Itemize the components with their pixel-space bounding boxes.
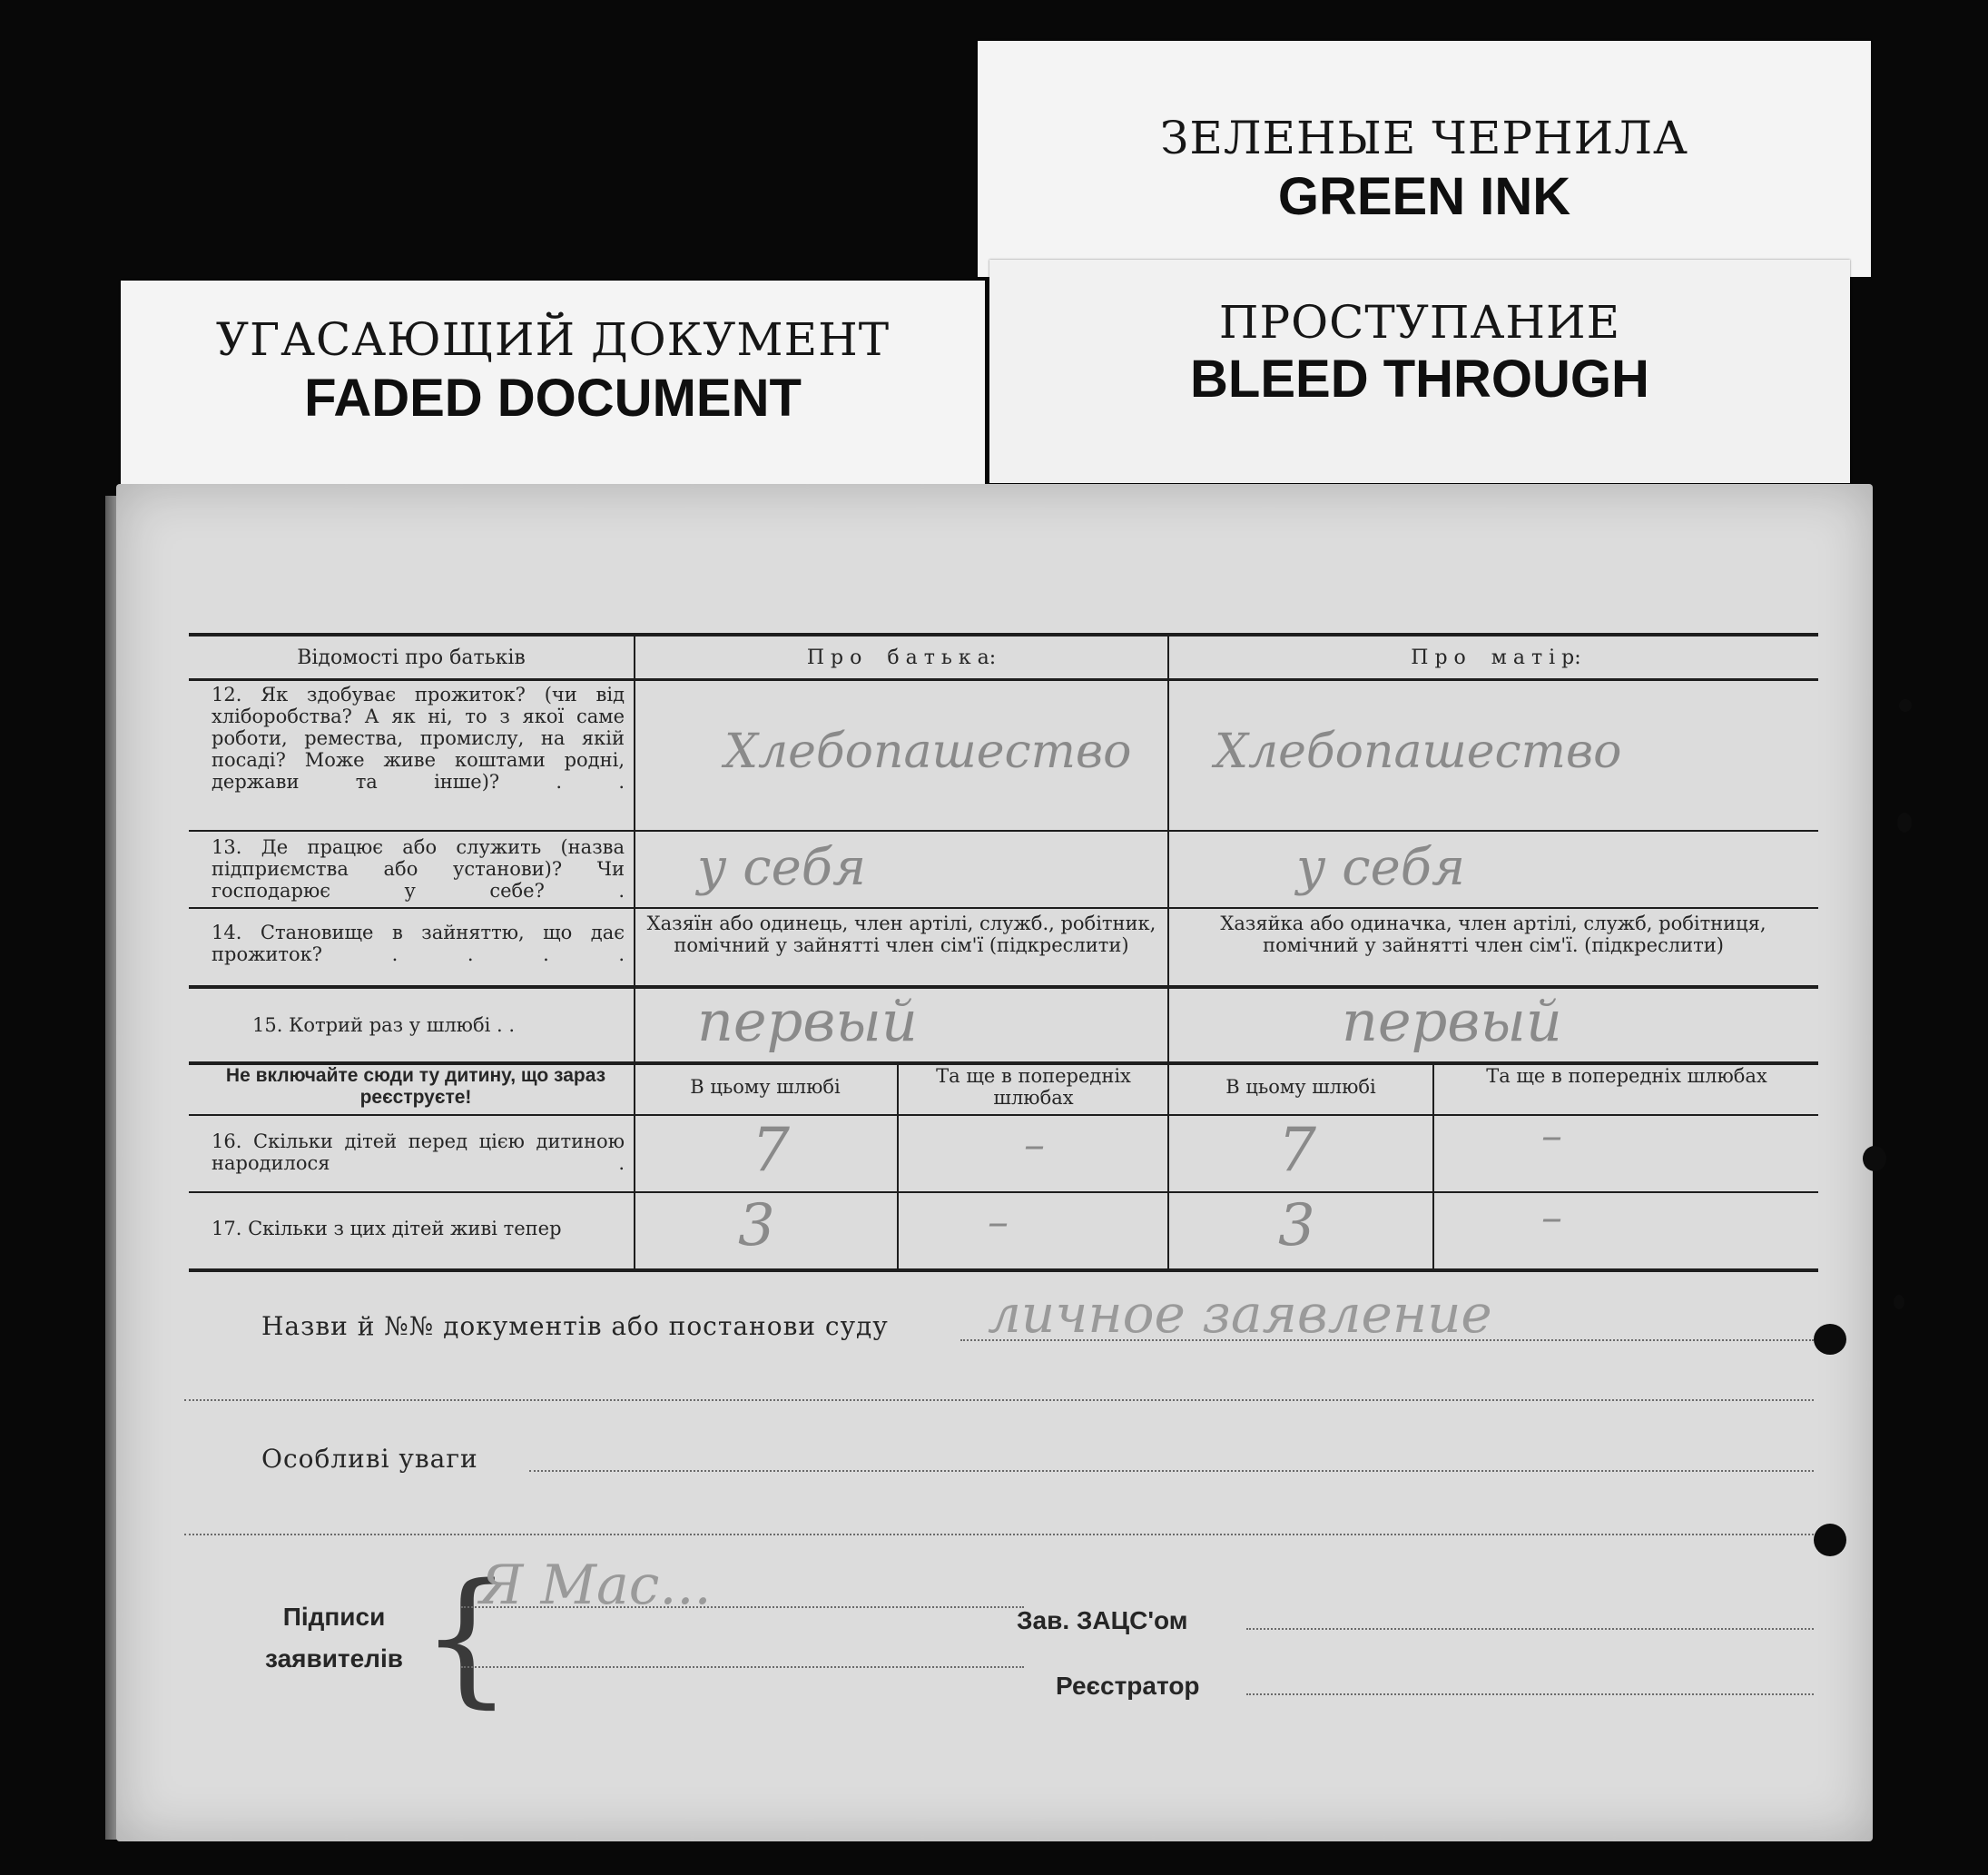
q13-father: у себя <box>697 838 867 897</box>
father-prev-marriages-header: Та ще в попередніх шлюбах <box>936 1065 1131 1109</box>
q12-text: 12. Як здобуває прожиток? (чи від хліборобства? А як ні, то з якої саме роботи, ремества, промислу, на якій посаді? Може живе коштами родні, держави та інше)? . . <box>212 684 625 793</box>
col-divider-2 <box>1167 635 1169 1270</box>
header-bottom-rule <box>189 678 1818 681</box>
q12-father: Хлебопашество <box>724 725 1132 779</box>
q14-mother: Хазяйка або одиначка, член артілі, служб, робітниця, помічний у зайнятті член сім'ї. (підкреслити) <box>1220 913 1767 956</box>
bleed-through-en: BLEED THROUGH <box>1190 350 1649 409</box>
bleed-through-ru: ПРОСТУПАНИЕ <box>1218 296 1621 349</box>
mother-this-marriage-header: В цьому шлюбі <box>1225 1076 1376 1098</box>
table-top-rule <box>189 633 1818 637</box>
row14-bottom-rule <box>189 985 1818 989</box>
table-bottom-rule <box>189 1268 1818 1272</box>
q16-father-this: 7 <box>752 1115 790 1185</box>
header-father: П р о б а т ь к а: <box>806 646 997 669</box>
green-ink-en: GREEN INK <box>1277 167 1571 226</box>
signatures-label-2: заявителів <box>265 1644 403 1673</box>
head-zags-line <box>1246 1628 1814 1630</box>
documents-line-1 <box>960 1339 1814 1341</box>
q14-text: 14. Становище в зайняттю, що дає прожиток? . . . . <box>212 922 625 965</box>
row13-bottom-rule <box>189 907 1818 909</box>
documents-value: личное заявление <box>988 1283 1492 1345</box>
applicant-signature: Я Мас... <box>479 1554 712 1617</box>
documents-line-2 <box>184 1399 1814 1401</box>
q17-mother-prev: – <box>1541 1192 1562 1241</box>
father-this-marriage-header: В цьому шлюбі <box>690 1076 841 1098</box>
remarks-line-1 <box>529 1470 1814 1472</box>
form-sheet <box>116 484 1873 1841</box>
faded-document-en: FADED DOCUMENT <box>304 369 802 428</box>
green-ink-ru: ЗЕЛЕНЫЕ ЧЕРНИЛА <box>1160 112 1688 164</box>
bleed-through-tag <box>989 260 1850 483</box>
faded-document-ru: УГАСАЮЩИЙ ДОКУМЕНТ <box>215 313 891 366</box>
col-divider-4 <box>1432 1063 1434 1270</box>
green-ink-tag <box>978 41 1871 277</box>
q13-text: 13. Де працює або служить (назва підприємства або установи)? Чи господарює у себе? . <box>212 836 625 902</box>
head-zags-label: Зав. ЗАЦС'ом <box>1017 1606 1188 1634</box>
punch-hole <box>1899 699 1912 712</box>
q16-father-prev: – <box>1024 1120 1045 1169</box>
registrar-line <box>1246 1693 1814 1695</box>
col-divider-1 <box>634 635 635 1270</box>
remarks-line-2 <box>184 1534 1814 1535</box>
registrar-label: Реєстратор <box>1056 1672 1200 1700</box>
q17-father-prev: – <box>988 1197 1009 1246</box>
documents-label: Назви й №№ документів або постанови суду <box>261 1311 889 1341</box>
q12-mother: Хлебопашество <box>1215 725 1622 779</box>
q16-mother-prev: – <box>1541 1110 1562 1160</box>
signature-line-1 <box>461 1606 1024 1608</box>
header-info: Відомості про батьків <box>297 646 526 669</box>
punch-hole <box>1814 1324 1846 1355</box>
signatures-brace: { <box>420 1552 513 1722</box>
q16-mother-this: 7 <box>1278 1115 1316 1185</box>
faded-document-tag <box>121 281 985 484</box>
col-divider-3 <box>897 1063 899 1270</box>
q17-text: 17. Скільки з цих дітей живі тепер <box>212 1218 562 1239</box>
punch-hole <box>1863 1146 1886 1171</box>
q17-mother-this: 3 <box>1278 1192 1315 1259</box>
children-note: Не включайте сюди ту дитину, що зараз реєструєте! <box>225 1065 606 1108</box>
row12-bottom-rule <box>189 830 1818 832</box>
remarks-label: Особливі уваги <box>261 1444 478 1474</box>
signature-line-2 <box>461 1666 1024 1668</box>
q15-mother: первый <box>1342 988 1562 1054</box>
row16-bottom-rule <box>189 1191 1818 1193</box>
q16-text: 16. Скільки дітей перед цією дитиною народилося . <box>212 1130 625 1174</box>
mother-prev-marriages-header: Та ще в попередніх шлюбах <box>1486 1065 1767 1087</box>
q17-father-this: 3 <box>738 1192 775 1259</box>
q15-father: первый <box>697 988 918 1054</box>
punch-hole <box>1894 1295 1904 1309</box>
punch-hole <box>1897 813 1912 833</box>
q15-text: 15. Котрий раз у шлюбі . . <box>252 1014 516 1036</box>
punch-hole <box>1814 1524 1846 1556</box>
q14-father: Хазяїн або одинець, член артілі, служб., робітник, помічний у зайнятті член сім'ї (підкреслити) <box>646 913 1156 956</box>
header-mother: П р о м а т і р: <box>1411 646 1581 669</box>
children-header-bottom-rule <box>189 1114 1818 1116</box>
signatures-label-1: Підписи <box>282 1603 386 1631</box>
q13-mother: у себя <box>1296 838 1466 897</box>
